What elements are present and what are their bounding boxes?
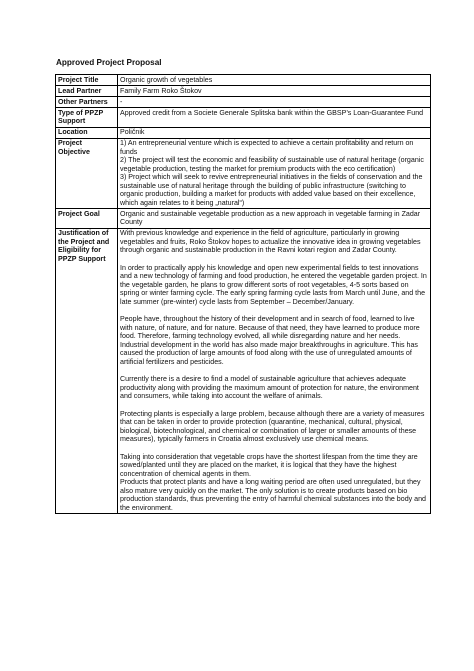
table-row — [56, 97, 431, 108]
table-row — [56, 86, 431, 97]
row-value: Organic and sustainable vegetable production as a new approach in vegetable farming in Zadar County — [118, 209, 431, 229]
row-label: Other Partners — [56, 97, 118, 108]
row-label: Project Objective — [56, 138, 118, 209]
table-row — [56, 75, 431, 86]
row-value: - — [118, 97, 431, 108]
justification-paragraph: With previous knowledge and experience in the field of agriculture, particularly in growing vegetables and fruits, Roko Štokov hopes to actualize the innovative idea in growing vegetables through organic and sustainable production in the Ravni kotari region and Zadar County. — [120, 229, 421, 254]
table-row — [56, 127, 431, 138]
row-value: Organic growth of vegetables — [118, 75, 431, 86]
row-value — [118, 138, 431, 209]
row-label: Type of PPZP Support — [56, 108, 118, 128]
justification-paragraph: Currently there is a desire to find a model of sustainable agriculture that achieves adequate productivity along with providing the maximum amount of protection for nature, the environment and consumers, while taking into account the welfare of animals. — [120, 375, 419, 400]
row-label: Location — [56, 127, 118, 138]
objective-text: 1) An entrepreneurial venture which is expected to achieve a certain profitability and return on funds 2) The project will test the economic and feasibility of sustainable use of natural heritage (organic vegetable production, testing the market for premium products with the eco certification) 3) Project which will seek to revive entrepreneurial initiatives in the fields of conservation and the sustainable use of natural heritage through the building of public infrastructure (switching to organic production, building a market for products with added value based on their excellence, which again relates to it being „natural“) — [120, 139, 424, 207]
document-title: Approved Project Proposal — [56, 58, 162, 67]
justification-paragraph: People have, throughout the history of their development and in search of food, learned to live with nature, of nature, and for nature. Because of that need, they have learned to produce more food. Therefore, farming technology evolved, all while disregarding nature and her needs. Industrial development in the world has also made major breakthroughs in agriculture. This has caused the production of large amounts of food along with the use of unregulated amounts of artificial fertilizers and pesticides. — [120, 315, 420, 366]
justification-paragraph: Taking into consideration that vegetable crops have the shortest lifespan from the time they are sowed/planted until they are placed on the market, it is logical that they have the highest concentration of chemical agents in them. Products that protect plants and have a long waiting period are often used unregulated, but they also mature very quickly on the market. The only solution is to create products based on bio production standards, thus preventing the entry of harmful chemical substances into the body and the environment. — [120, 452, 427, 512]
row-label: Justification of the Project and Eligibility for PPZP Support — [56, 228, 118, 514]
row-value: Poličnik — [118, 127, 431, 138]
justification-paragraph: In order to practically apply his knowledge and open new experimental fields to test innovations and a new technology of farming and food production, he entered the vegetable garden project. In the vegetable garden, he plans to grow different sorts of root vegetables, 4-5 sorts based on spring or winter farming cycle. The early spring farming cycle lasts from March until June, and the late summer (pre-winter) cycle lasts from September – December/January. — [120, 263, 427, 306]
row-value: Family Farm Roko Štokov — [118, 86, 431, 97]
row-label: Lead Partner — [56, 86, 118, 97]
table-row — [56, 209, 431, 229]
table-row — [56, 228, 431, 514]
table-row — [56, 138, 431, 209]
justification-cell — [118, 228, 431, 514]
table-row — [56, 108, 431, 128]
row-value: Approved credit from a Societe Generale Splitska bank within the GBSP’s Loan-Guarantee Fund — [118, 108, 431, 128]
row-label: Project Title — [56, 75, 118, 86]
proposal-table — [55, 74, 431, 514]
justification-paragraph: Protecting plants is especially a large problem, because although there are a variety of measures that can be taken in order to provide protection (quarantine, mechanical, cultural, physical, biological, biotechnological, and chemical or combination of larger or smaller amounts of these measures), typically farmers in Croatia almost exclusively use chemical means. — [120, 409, 425, 443]
row-label: Project Goal — [56, 209, 118, 229]
